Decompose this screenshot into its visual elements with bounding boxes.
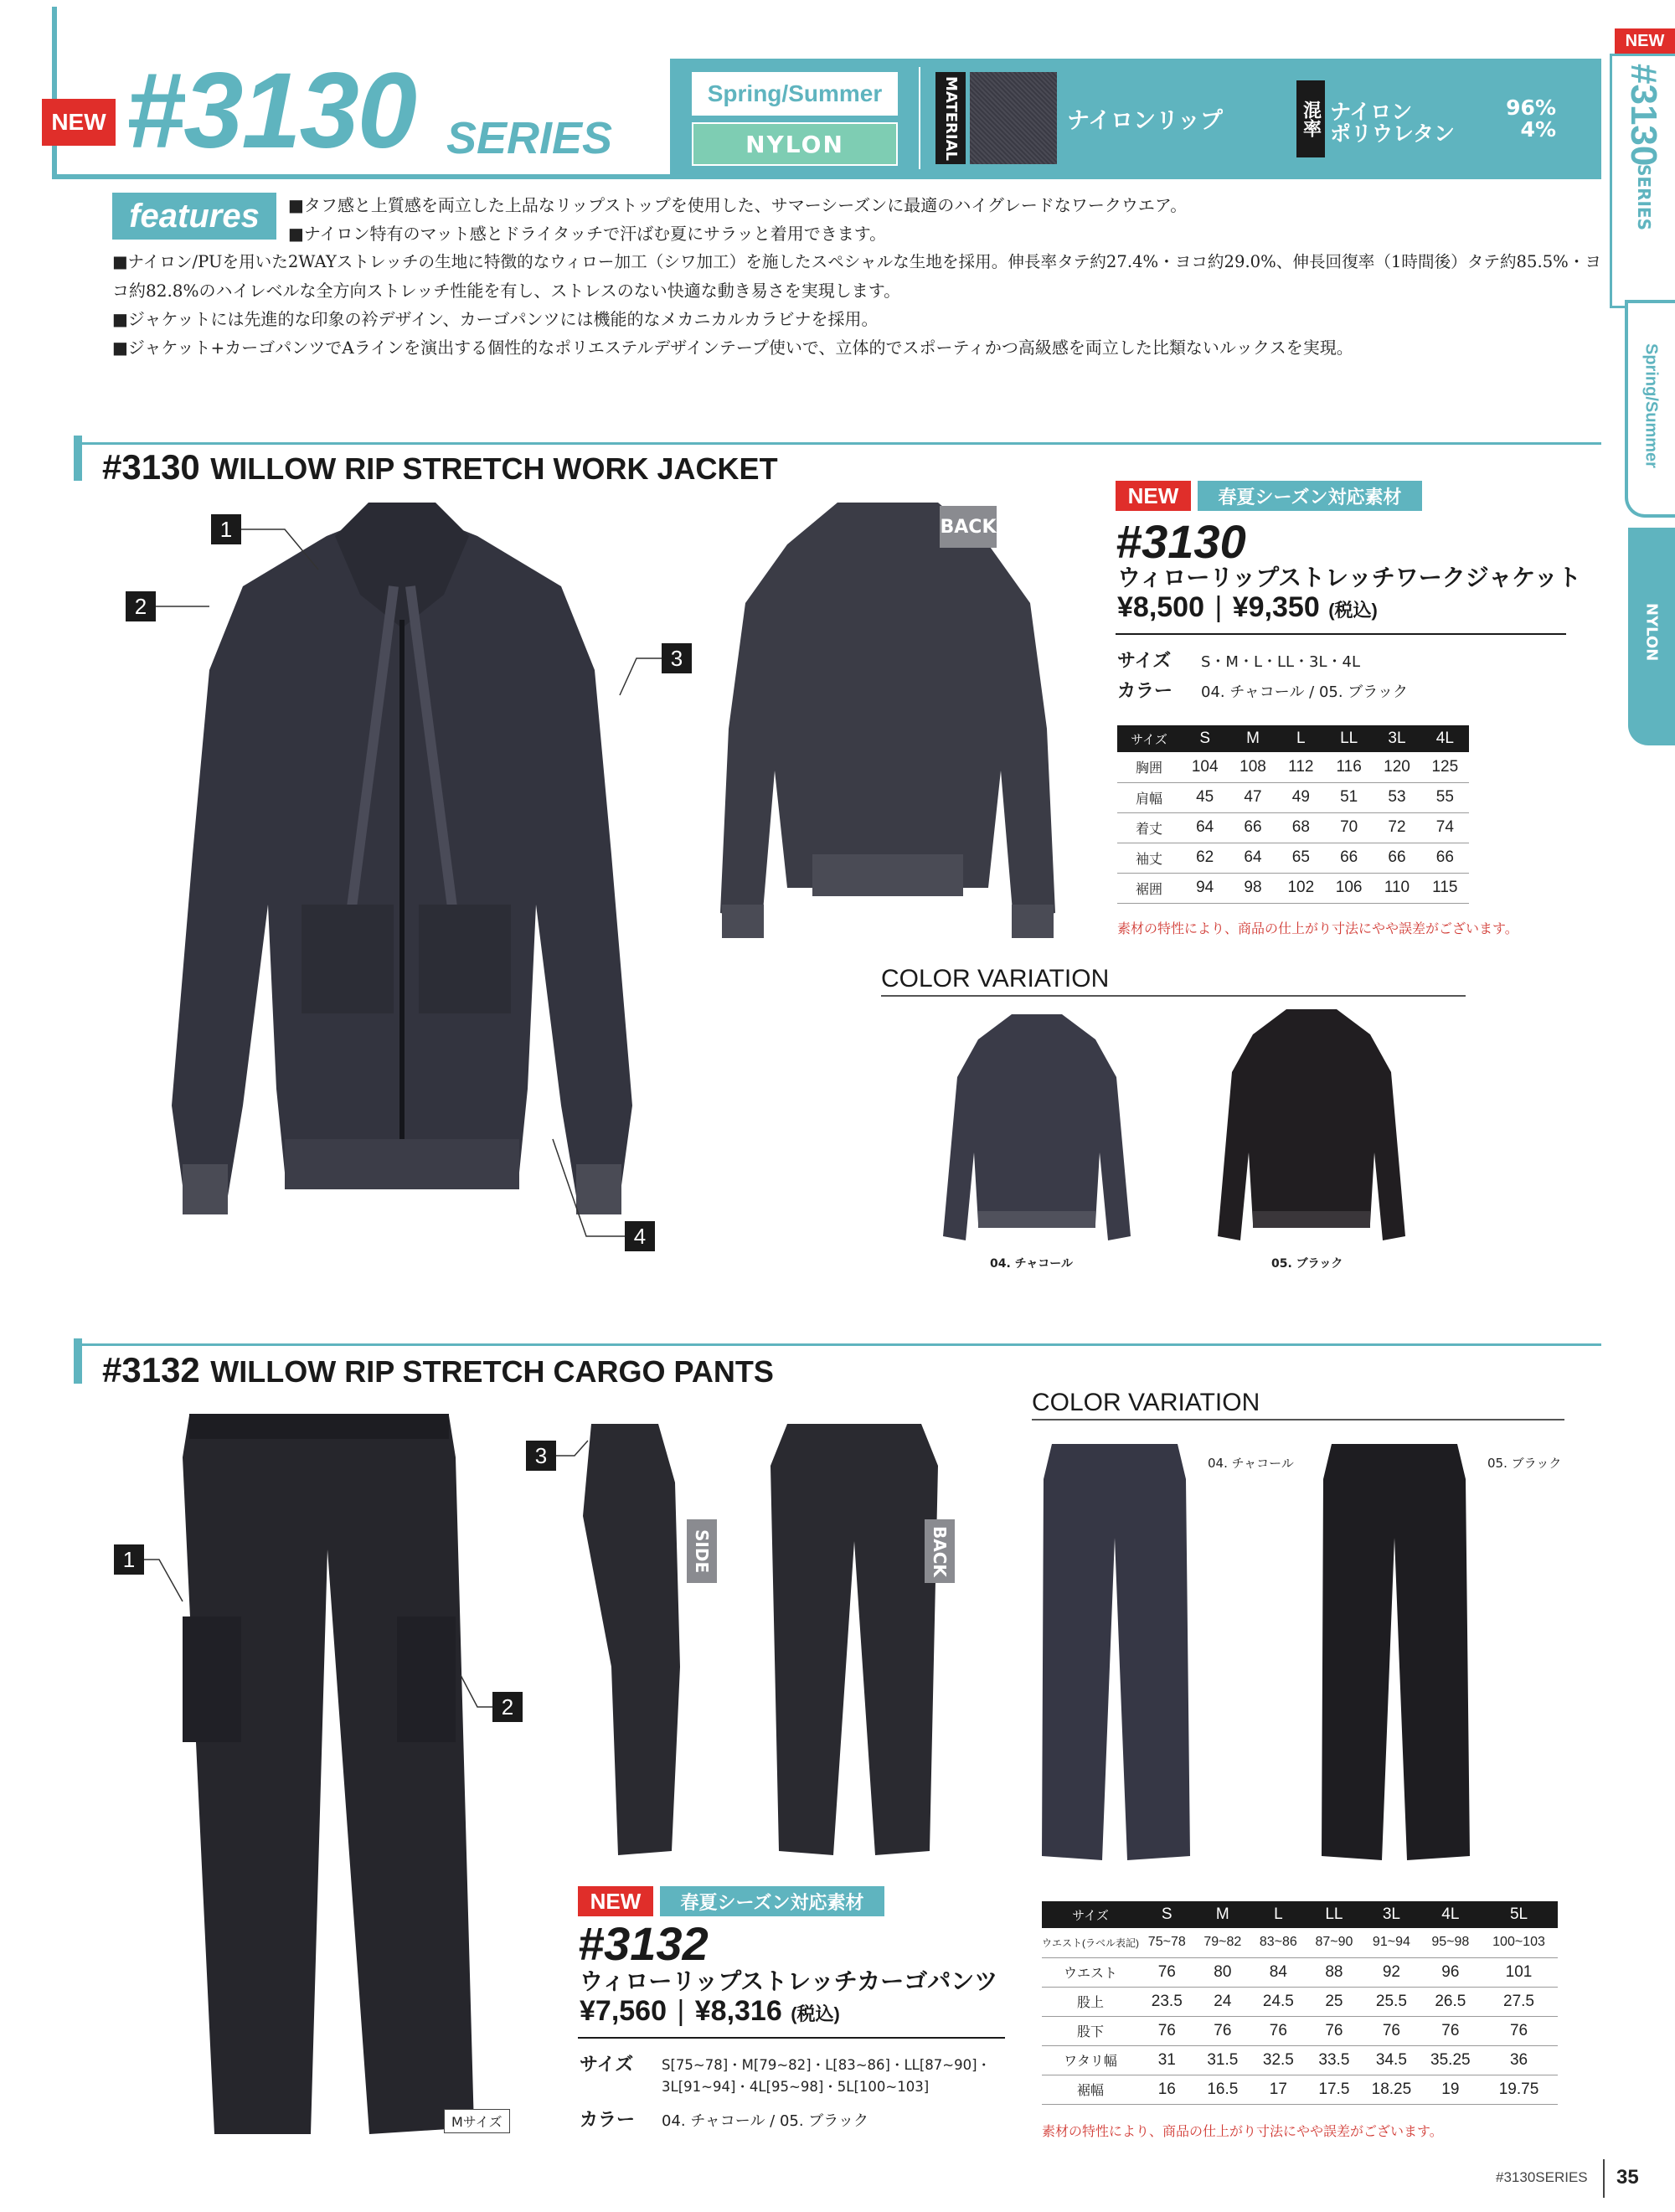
table-cell: 16.5 xyxy=(1195,2075,1251,2104)
table-cell: 55 xyxy=(1421,782,1469,812)
table-cell: 101 xyxy=(1480,1957,1558,1987)
jacket-variation-rule xyxy=(881,995,1466,997)
pants-back-image xyxy=(762,1415,946,1868)
row-label: 股下 xyxy=(1042,2016,1139,2045)
table-cell: 120 xyxy=(1373,752,1420,782)
table-cell: 31.5 xyxy=(1195,2045,1251,2075)
material-name: ナイロンリップ xyxy=(1067,108,1224,134)
pants-name: ウィローリップストレッチカーゴパンツ xyxy=(580,1967,998,1995)
table-cell: 24 xyxy=(1195,1987,1251,2016)
page-number: 35 xyxy=(1616,2166,1639,2189)
table-header: S xyxy=(1181,725,1229,752)
pants-back-label-text: BACK xyxy=(930,1525,950,1577)
blend-pct: 96% xyxy=(1506,95,1556,120)
table-header: サイズ xyxy=(1042,1901,1139,1928)
table-cell: 72 xyxy=(1373,812,1420,843)
jacket-back-image xyxy=(712,494,1064,963)
table-row xyxy=(1117,812,1469,843)
blend-name: ナイロン xyxy=(1330,100,1413,124)
table-cell: 51 xyxy=(1325,782,1373,812)
table-cell: 64 xyxy=(1229,843,1276,873)
row-label: 袖丈 xyxy=(1117,843,1181,873)
table-cell: 125 xyxy=(1421,752,1469,782)
jacket-cuff-left xyxy=(183,1164,228,1214)
pants-section-code: #3132 xyxy=(102,1350,200,1390)
material-divider xyxy=(919,67,920,169)
table-row xyxy=(1117,843,1469,873)
feature-line: ■タフ感と上質感を両立した上品なリップストップを使用した、サマーシーズンに最適のハイグレードなワークウエア。 xyxy=(288,195,1188,215)
callout-number: 2 xyxy=(492,1692,523,1722)
pants-side-label-text: SIDE xyxy=(692,1529,712,1574)
callout-number: 1 xyxy=(211,514,241,544)
jacket-cuff-right xyxy=(576,1164,621,1214)
jacket-section-rule xyxy=(82,442,1601,445)
row-label: ウエスト xyxy=(1042,1957,1139,1987)
table-cell: 36 xyxy=(1480,2045,1558,2075)
table-cell: 96 xyxy=(1421,1957,1480,1987)
row-label: 裾囲 xyxy=(1117,873,1181,903)
pants-price-separator: | xyxy=(677,1995,685,2027)
table-cell: 66 xyxy=(1229,812,1276,843)
table-cell: 76 xyxy=(1250,2016,1306,2045)
pants-tax-label: (税込) xyxy=(791,2003,840,2024)
table-header: 4L xyxy=(1421,725,1469,752)
jacket-price: ¥8,500 xyxy=(1117,591,1204,623)
table-row xyxy=(1042,1957,1558,1987)
table-cell: 64 xyxy=(1181,812,1229,843)
jacket-price-separator: | xyxy=(1214,591,1223,623)
table-cell: 84 xyxy=(1250,1957,1306,1987)
table-cell: 95~98 xyxy=(1421,1928,1480,1957)
table-row xyxy=(1042,1928,1558,1957)
pants-front-image xyxy=(164,1407,482,2144)
feature-line: ■ジャケット+カーゴパンツでAラインを演出する個性的なポリエステルデザインテープ使いで、立体的でスポーティかつ高級感を両立した比類ないルックスを実現。 xyxy=(112,338,1353,358)
table-header: L xyxy=(1250,1901,1306,1928)
table-cell: 66 xyxy=(1325,843,1373,873)
table-row xyxy=(1042,2045,1558,2075)
table-row xyxy=(1042,2016,1558,2045)
jacket-size-value: S・M・L・LL・3L・4L xyxy=(1201,653,1361,671)
table-header: 3L xyxy=(1373,725,1420,752)
blend-label xyxy=(1296,80,1325,157)
pants-side-label xyxy=(687,1519,717,1583)
callout-number: 3 xyxy=(526,1441,556,1471)
pants-size-value: 3L[91~94]・4L[95~98]・5L[100~103] xyxy=(662,2079,930,2095)
callout-number: 4 xyxy=(625,1221,655,1251)
side-series-number: #3130 xyxy=(1623,64,1664,167)
row-label: 着丈 xyxy=(1117,812,1181,843)
fabric-swatch xyxy=(970,72,1057,164)
fabric-tag: NYLON xyxy=(692,122,898,166)
table-cell: 35.25 xyxy=(1421,2045,1480,2075)
jacket-info-rule xyxy=(1116,633,1566,635)
table-cell: 53 xyxy=(1373,782,1420,812)
header-new-badge: NEW xyxy=(42,99,116,146)
blend-row xyxy=(1330,117,1556,147)
table-header: 4L xyxy=(1421,1901,1480,1928)
pants-section-rule xyxy=(82,1343,1601,1346)
table-header: M xyxy=(1195,1901,1251,1928)
pants-section-marker xyxy=(74,1338,82,1384)
table-header: LL xyxy=(1325,725,1373,752)
table-cell: 32.5 xyxy=(1250,2045,1306,2075)
jacket-color-variation-title: COLOR VARIATION xyxy=(881,965,1110,993)
jacket-section-name: WILLOW RIP STRETCH WORK JACKET xyxy=(210,451,778,486)
table-row xyxy=(1117,752,1469,782)
table-cell: 104 xyxy=(1181,752,1229,782)
table-cell: 25.5 xyxy=(1362,1987,1420,2016)
table-row xyxy=(1042,1987,1558,2016)
table-row xyxy=(1117,873,1469,903)
table-cell: 76 xyxy=(1306,2016,1363,2045)
pants-color-label: カラー xyxy=(580,2110,636,2131)
table-cell: 98 xyxy=(1229,873,1276,903)
table-cell: 116 xyxy=(1325,752,1373,782)
pants-side-image xyxy=(575,1415,700,1868)
footer-divider xyxy=(1603,2159,1605,2198)
blend-name: ポリウレタン xyxy=(1330,121,1456,146)
table-cell: 16 xyxy=(1139,2075,1195,2104)
jacket-size-label: サイズ xyxy=(1117,651,1172,672)
table-cell: 74 xyxy=(1421,812,1469,843)
side-fabric-text xyxy=(1636,603,1667,678)
table-cell: 108 xyxy=(1229,752,1276,782)
table-cell: 76 xyxy=(1480,2016,1558,2045)
season-tag: Spring/Summer xyxy=(692,72,898,116)
table-cell: 49 xyxy=(1277,782,1325,812)
table-cell: 76 xyxy=(1139,2016,1195,2045)
table-cell: 25 xyxy=(1306,1987,1363,2016)
row-label: ウエスト(ラベル表記) xyxy=(1042,1928,1139,1957)
pants-size-note: 素材の特性により、商品の仕上がり寸法にやや誤差がございます。 xyxy=(1042,2123,1443,2139)
jacket-size-note: 素材の特性により、商品の仕上がり寸法にやや誤差がございます。 xyxy=(1117,920,1518,936)
table-cell: 68 xyxy=(1277,812,1325,843)
series-word: SERIES xyxy=(446,113,613,163)
table-cell: 24.5 xyxy=(1250,1987,1306,2016)
pants-variation-label: 05. ブラック xyxy=(1487,1456,1562,1471)
jacket-section-title xyxy=(102,447,778,487)
pants-price: ¥7,560 xyxy=(580,1995,667,2027)
table-cell: 110 xyxy=(1373,873,1420,903)
jacket-price-tax: ¥9,350 xyxy=(1232,591,1320,623)
table-cell: 27.5 xyxy=(1480,1987,1558,2016)
table-cell: 65 xyxy=(1277,843,1325,873)
table-cell: 92 xyxy=(1362,1957,1420,1987)
material-label xyxy=(935,72,966,164)
side-fabric-label: NYLON xyxy=(1642,603,1661,662)
series-number: #3130 xyxy=(126,51,415,171)
pants-price-tax: ¥8,316 xyxy=(694,1995,782,2027)
table-cell: 70 xyxy=(1325,812,1373,843)
row-label: 肩幅 xyxy=(1117,782,1181,812)
table-cell: 94 xyxy=(1181,873,1229,903)
table-cell: 33.5 xyxy=(1306,2045,1363,2075)
jacket-pocket-left xyxy=(302,905,394,1013)
jacket-name: ウィローリップストレッチワークジャケット xyxy=(1117,564,1581,591)
row-label: 胸囲 xyxy=(1117,752,1181,782)
jacket-tax-label: (税込) xyxy=(1328,600,1378,621)
table-header: サイズ xyxy=(1117,725,1181,752)
model-size-tag: Mサイズ xyxy=(444,2109,510,2133)
row-label: 裾幅 xyxy=(1042,2075,1139,2104)
jacket-new-badge: NEW xyxy=(1116,481,1191,511)
pants-info-rule xyxy=(578,2037,1005,2039)
pants-section-name: WILLOW RIP STRETCH CARGO PANTS xyxy=(210,1354,774,1389)
jacket-hem xyxy=(285,1139,519,1189)
table-header: 3L xyxy=(1362,1901,1420,1928)
feature-line: ■ジャケットには先進的な印象の衿デザイン、カーゴパンツには機能的なメカニカルカラビナを採用。 xyxy=(112,309,879,329)
jacket-front-image xyxy=(168,503,636,1256)
table-cell: 102 xyxy=(1277,873,1325,903)
callout-number: 2 xyxy=(126,591,156,621)
blend-label-text: 混率 xyxy=(1300,101,1322,137)
side-season-label: Spring/Summer xyxy=(1642,343,1661,468)
table-cell: 76 xyxy=(1195,2016,1251,2045)
table-cell: 26.5 xyxy=(1421,1987,1480,2016)
row-label: ワタリ幅 xyxy=(1042,2045,1139,2075)
jacket-season-badge: 春夏シーズン対応素材 xyxy=(1198,481,1422,511)
table-cell: 17 xyxy=(1250,2075,1306,2104)
table-cell: 83~86 xyxy=(1250,1928,1306,1957)
table-cell: 45 xyxy=(1181,782,1229,812)
pants-size-value: S[75~78]・M[79~82]・L[83~86]・LL[87~90]・ xyxy=(662,2057,992,2073)
callout-number: 3 xyxy=(662,643,692,673)
pants-color-value: 04. チャコール / 05. ブラック xyxy=(662,2112,868,2130)
table-cell: 79~82 xyxy=(1195,1928,1251,1957)
table-cell: 115 xyxy=(1421,873,1469,903)
pants-variation-label: 04. チャコール xyxy=(1208,1456,1294,1471)
blend-pct: 4% xyxy=(1520,117,1556,142)
jacket-size-table xyxy=(1117,725,1469,904)
jacket-section-marker xyxy=(74,436,82,481)
pants-size-label: サイズ xyxy=(580,2055,634,2075)
jacket-variation-label: 04. チャコール xyxy=(990,1257,1073,1271)
table-cell: 100~103 xyxy=(1480,1928,1558,1957)
pants-section-title xyxy=(102,1350,774,1390)
pants-variation-black xyxy=(1315,1437,1474,1864)
side-season-text xyxy=(1633,343,1668,486)
jacket-code: #3130 xyxy=(1116,515,1246,568)
jacket-section-code: #3130 xyxy=(102,447,200,487)
row-label: 股上 xyxy=(1042,1987,1139,2016)
feature-line: ■ナイロン/PUを用いた2WAYストレッチの生地に特徴的なウィロー加工（シワ加工）を施したスペシャルな生地を採用。伸長率タテ約27.4%・ヨコ約29.0%、伸長回復率（1時間後）タテ約85.5%・ヨ xyxy=(112,252,1601,271)
callout-number: 1 xyxy=(114,1544,144,1575)
table-cell: 17.5 xyxy=(1306,2075,1363,2104)
jacket-variation-label: 05. ブラック xyxy=(1271,1257,1343,1271)
table-cell: 88 xyxy=(1306,1957,1363,1987)
table-cell: 19.75 xyxy=(1480,2075,1558,2104)
feature-line: コ約82.8%のハイレベルな全方向ストレッチ性能を有し、ストレスのない快適な動き易さを実現します。 xyxy=(112,281,901,301)
pants-season-badge: 春夏シーズン対応素材 xyxy=(660,1886,884,1916)
pants-variation-charcoal xyxy=(1035,1437,1194,1864)
table-cell: 76 xyxy=(1362,2016,1420,2045)
pants-color-variation-title: COLOR VARIATION xyxy=(1032,1389,1260,1416)
table-cell: 80 xyxy=(1195,1957,1251,1987)
pants-back-label xyxy=(925,1519,955,1583)
table-header: M xyxy=(1229,725,1276,752)
table-row xyxy=(1117,782,1469,812)
table-cell: 19 xyxy=(1421,2075,1480,2104)
table-cell: 31 xyxy=(1139,2045,1195,2075)
table-cell: 87~90 xyxy=(1306,1928,1363,1957)
table-header: LL xyxy=(1306,1901,1363,1928)
table-cell: 75~78 xyxy=(1139,1928,1195,1957)
pants-code: #3132 xyxy=(578,1917,709,1970)
table-header: L xyxy=(1277,725,1325,752)
header-frame xyxy=(52,7,57,179)
side-series-word-text: SERIES xyxy=(1634,164,1654,230)
table-cell: 76 xyxy=(1421,2016,1480,2045)
table-cell: 34.5 xyxy=(1362,2045,1420,2075)
pants-size-table xyxy=(1042,1901,1558,2105)
table-cell: 76 xyxy=(1139,1957,1195,1987)
pants-price-line xyxy=(580,1995,840,2028)
table-cell: 66 xyxy=(1421,843,1469,873)
material-label-text: MATERIAL xyxy=(941,75,960,161)
table-row xyxy=(1042,2075,1558,2104)
jacket-pocket-right xyxy=(419,905,511,1013)
table-cell: 62 xyxy=(1181,843,1229,873)
table-cell: 106 xyxy=(1325,873,1373,903)
pants-new-badge: NEW xyxy=(578,1886,653,1916)
features-label: features xyxy=(112,193,276,240)
table-cell: 91~94 xyxy=(1362,1928,1420,1957)
jacket-variation-black xyxy=(1211,1005,1412,1261)
pants-variation-rule xyxy=(1032,1419,1564,1421)
table-cell: 112 xyxy=(1277,752,1325,782)
table-cell: 23.5 xyxy=(1139,1987,1195,2016)
jacket-variation-charcoal xyxy=(936,1010,1137,1261)
jacket-color-label: カラー xyxy=(1117,681,1173,702)
table-cell: 18.25 xyxy=(1362,2075,1420,2104)
table-header: S xyxy=(1139,1901,1195,1928)
jacket-color-value: 04. チャコール / 05. ブラック xyxy=(1201,683,1408,701)
footer-series: #3130SERIES xyxy=(1496,2169,1588,2185)
jacket-price-line xyxy=(1117,591,1378,624)
table-header: 5L xyxy=(1480,1901,1558,1928)
table-cell: 66 xyxy=(1373,843,1420,873)
table-cell: 47 xyxy=(1229,782,1276,812)
feature-line: ■ナイロン特有のマット感とドライタッチで汗ばむ夏にサラッと着用できます。 xyxy=(288,224,887,244)
side-new-badge: NEW xyxy=(1615,28,1675,54)
side-series-word xyxy=(1633,164,1655,240)
jacket-back-label: BACK xyxy=(940,506,997,548)
